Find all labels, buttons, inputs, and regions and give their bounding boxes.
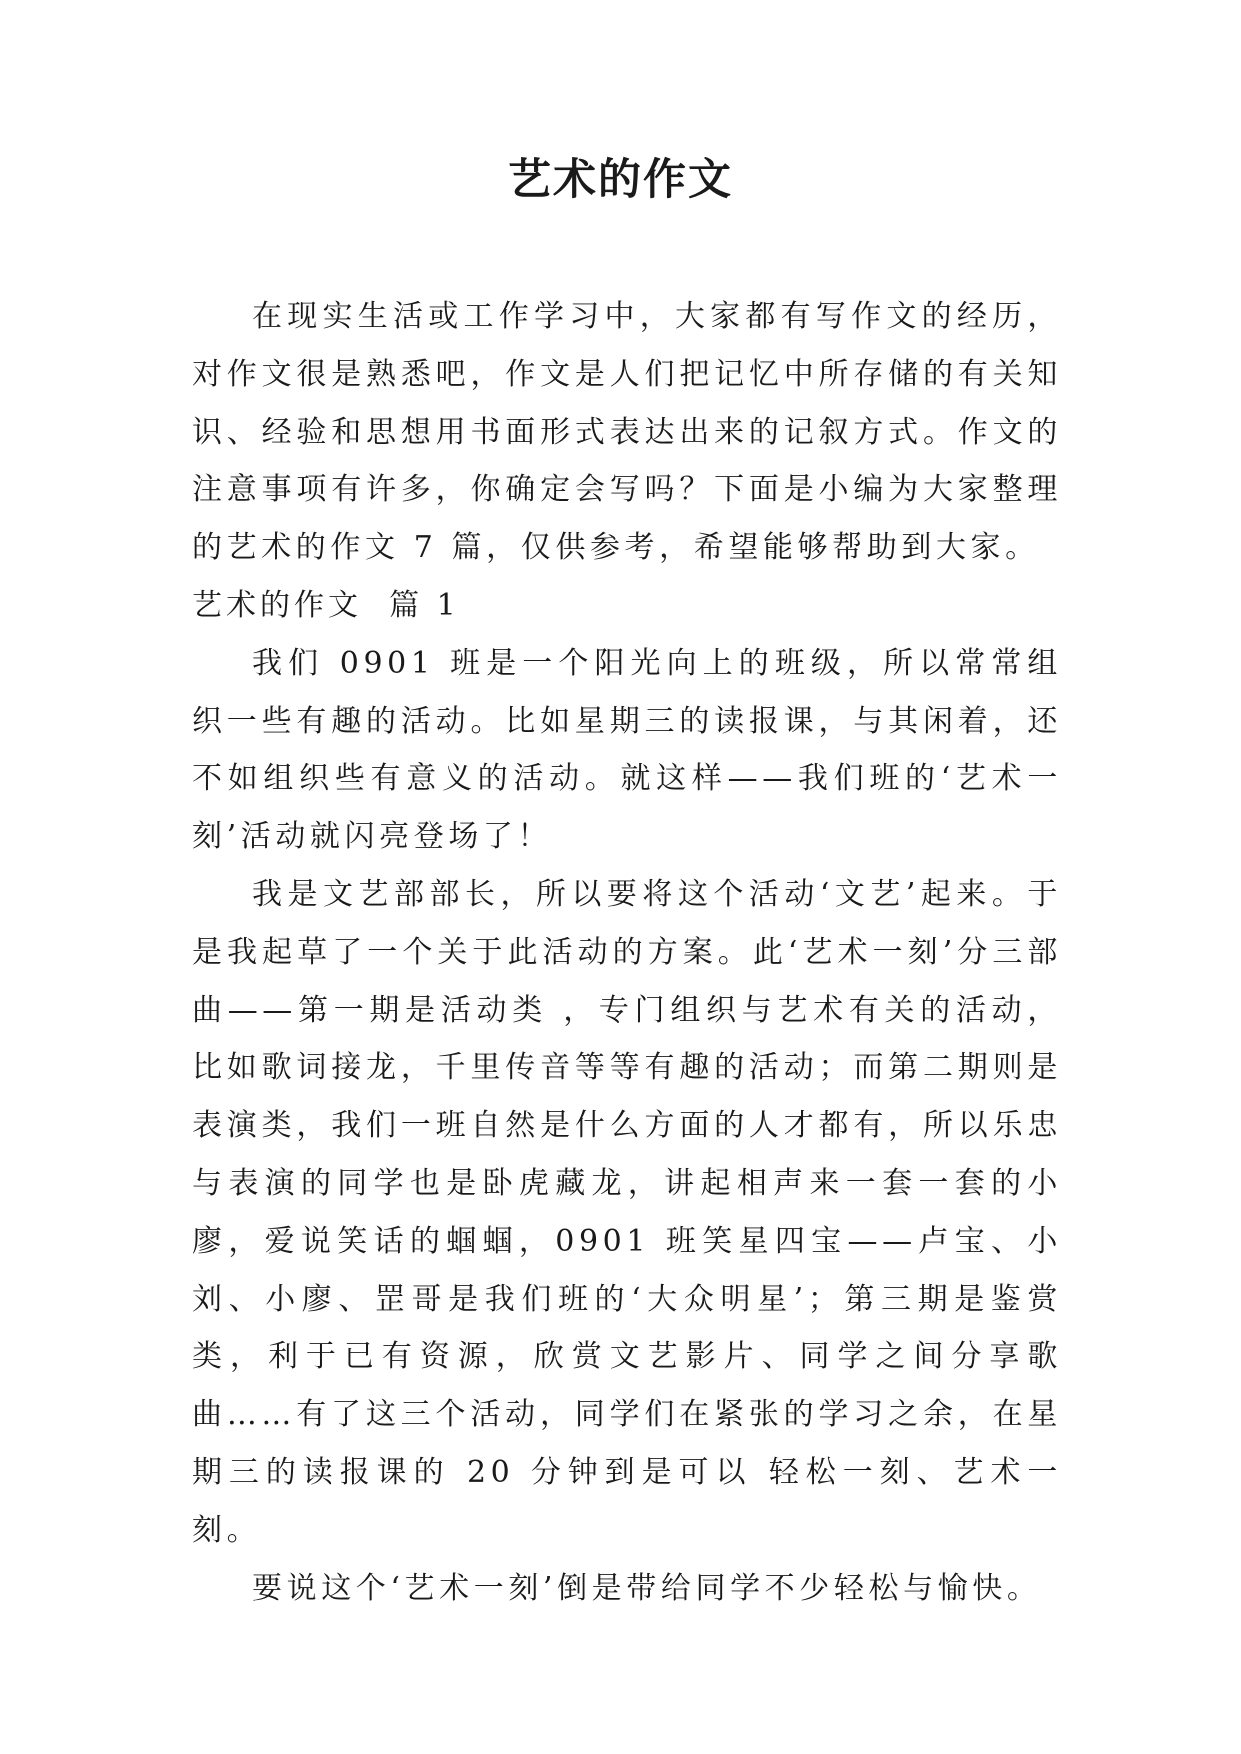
intro-paragraph: 在现实生活或工作学习中，大家都有写作文的经历，对作文很是熟悉吧，作文是人们把记忆中所存储的有关知识、经验和思想用书面形式表达出来的记叙方式。作文的注意事项有许多，你确定会写吗？下面是小编为大家整理的艺术的作文 7 篇，仅供参考，希望能够帮助到大家。 — [192, 299, 1062, 566]
section-heading: 艺术的作文 篇 1 — [192, 587, 460, 623]
body-paragraph-1: 我们 0901 班是一个阳光向上的班级，所以常常组织一些有趣的活动。比如星期三的读报课，与其闲着，还不如组织些有意义的活动。就这样——我们班的‘艺术一刻’活动就闪亮登场了！ — [192, 645, 1062, 855]
body-paragraph-3: 要说这个‘艺术一刻’倒是带给同学不少轻松与愉快。 — [252, 1570, 1042, 1606]
document-title: 艺术的作文 — [508, 155, 733, 205]
document-body — [192, 288, 1062, 1617]
body-paragraph-2: 我是文艺部部长，所以要将这个活动‘文艺’起来。于是我起草了一个关于此活动的方案。此‘艺术一刻’分三部曲——第一期是活动类 ，专门组织与艺术有关的活动，比如歌词接龙，千里传音等等有趣的活动；而第二期则是表演类，我们一班自然是什么方面的人才都有，所以乐忠与表演的同学也是卧虎藏龙，讲起相声来一套一套的小廖，爱说笑话的蝈蝈，0901 班笑星四宝——卢宝、小刘、小廖、罡哥是我们班的‘大众明星’；第三期是鉴赏类，利于已有资源，欣赏文艺影片、同学之间分享歌曲……有了这三个活动，同学们在紧张的学习之余，在星期三的读报课的 20 分钟到是可以 轻松一刻、艺术一刻。 — [192, 876, 1062, 1548]
